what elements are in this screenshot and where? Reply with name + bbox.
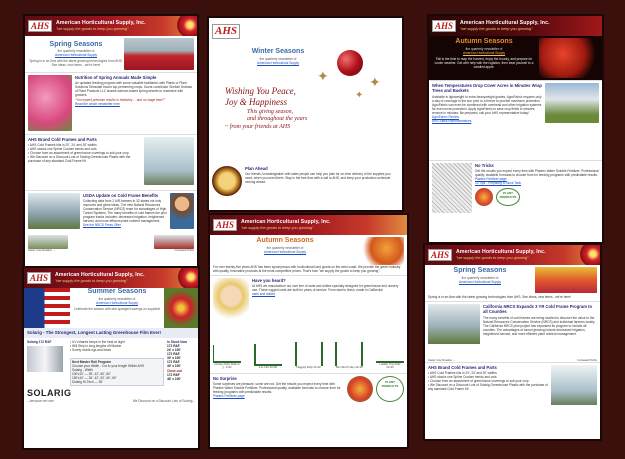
list-item: • AHS stocks one Spline Custom bends and cuts bbox=[428, 375, 548, 379]
greeting-line-3: This giving season, bbox=[247, 108, 294, 115]
greenhouse-interior-image bbox=[28, 193, 80, 229]
banner-title: Summer Seasons bbox=[87, 288, 147, 295]
list-item: 100'x10' — 35', 42', 60', 80' bbox=[72, 371, 111, 376]
newsletter-header bbox=[429, 16, 602, 36]
roll-program-body: Choose your Width - Cut to your length Within AHS bbox=[72, 363, 145, 368]
tunnel-image-2 bbox=[154, 235, 194, 249]
list-item: • We Discount on a Discount Lots of Solarig Greenhouse Plastic with the purchase of any standard Cold Frame Kit bbox=[28, 155, 141, 163]
ahs-logo: AHS bbox=[428, 249, 452, 261]
woman-photo bbox=[170, 193, 194, 229]
tunnel-image bbox=[28, 235, 68, 249]
stock-item: 48' x 100' bbox=[167, 376, 181, 381]
nutrition-body: An updated feeding program with some valuable facilitation with Plants or Plant Solutions Stimulate bloom top-performing crops. Guest contributor Sheilah Grahaw of Plant Products LLC shares science-based spring secrets to maximize with growers. bbox=[75, 81, 192, 98]
list-item: • AHS Cold Frames kits in 20', 24' and 30' widths bbox=[428, 371, 548, 375]
roll-program-title: Next Master Roll Program bbox=[72, 359, 111, 364]
american-flag-image bbox=[24, 288, 70, 328]
flower-pot-image bbox=[347, 376, 373, 402]
heard-body: At AHS we manufacture our own line of carts and dollies specially designed for greenhouse and nursery use. These rugged carts are built for years of service. From start to finish, made in California! bbox=[252, 284, 399, 293]
ahs-logo: AHS bbox=[212, 24, 240, 39]
star-ornament-icon: ✦ bbox=[317, 68, 329, 84]
field-cover-image bbox=[545, 83, 599, 123]
banner-link[interactable]: American Horticultural Supply bbox=[96, 300, 138, 305]
banner-link[interactable]: American Horticultural Supply bbox=[463, 50, 505, 55]
newsletter-header bbox=[210, 215, 407, 235]
banner-link[interactable]: American Horticultural Supply bbox=[264, 249, 306, 254]
usda-link[interactable]: See the NRCS Press Offer bbox=[83, 223, 121, 228]
banner-title: Spring Seasons bbox=[453, 267, 507, 274]
list-item: Solarig Hi-Tech — 36' bbox=[72, 379, 103, 384]
newsletter-autumn-2 bbox=[208, 213, 409, 449]
solarig-label: Solarig 172 R&F bbox=[27, 339, 52, 344]
nutrition-link[interactable]: Read the whole newsletter here bbox=[75, 102, 120, 107]
child-photo bbox=[213, 278, 249, 330]
solarig-logo: SOLARIG bbox=[27, 387, 72, 398]
plant-products-logo: PLANT PRODUCTS bbox=[376, 376, 404, 402]
tagline: "we supply the goods to keep you growing" bbox=[456, 255, 529, 260]
solarig-logo-sub: ...because we care bbox=[27, 398, 54, 403]
nrcs-body: The many benefits of cold frames are being studied to discover the value to the Natural Resources Conservation Service (NRCS) and individual farmers locally. The California NRCS pilot project has expanded its program to include all counties. The advantages of tunnel growing include decreased irrigation, heightened harvest, and more efficient plant nutrient management. bbox=[483, 315, 596, 336]
newsletter-header bbox=[25, 16, 197, 36]
cart-label: Nursery Dolly Rolls at ∑, 4×32 bbox=[214, 362, 240, 369]
star-ornament-icon: ✦ bbox=[369, 74, 381, 90]
ahs-logo: AHS bbox=[27, 272, 51, 284]
cold-frames-list bbox=[428, 371, 548, 391]
section-title-nutrition: Nutrition of Spring Annuals Made Simple bbox=[75, 75, 157, 80]
company-name: American Horticultural Supply, Inc. bbox=[56, 20, 146, 27]
greeting-line-1: Wishing You Peace, bbox=[225, 86, 296, 96]
newsletter-spring-1 bbox=[23, 14, 199, 268]
gauge-image bbox=[212, 166, 242, 196]
cart-image bbox=[213, 345, 241, 363]
cart-image bbox=[376, 349, 404, 363]
plant-sketch-image bbox=[432, 163, 472, 213]
section-title-tricks: No Tricks bbox=[475, 163, 494, 168]
flower-image bbox=[580, 245, 600, 265]
list-item: • We Discount on a Discount Lots of Solarig Greenhouse Plastic with the purchase of any standard Cold Frame Kit bbox=[428, 383, 548, 391]
stock-item: 40' x 100' bbox=[167, 363, 181, 368]
solarig-features bbox=[70, 340, 164, 352]
intro-text: Fall is the time to reap the harvest, enjoy the bounty, and prepare for cooler weather. Get with help with the logistics, then treat yourself to a candied apple. bbox=[434, 56, 534, 69]
banner-title: Autumn Seasons bbox=[455, 38, 513, 45]
tagline: "we supply the goods to keep you growing" bbox=[241, 225, 314, 230]
section-title-cold-frames: AHS Brand Cold Frames and Parts bbox=[428, 365, 497, 371]
banner-title: Spring Seasons bbox=[49, 40, 103, 48]
carts-link[interactable]: carts and dollies bbox=[252, 292, 276, 297]
company-name: American Horticultural Supply, Inc. bbox=[456, 249, 546, 256]
greeting-line-2: Joy & Happiness bbox=[225, 97, 287, 108]
ahs-logo: AHS bbox=[28, 20, 52, 32]
cart-label: Flagging Dolly 21×20 bbox=[296, 365, 321, 369]
cold-frame-image bbox=[144, 137, 194, 185]
plant-products-logo: PLANT PRODUCTS bbox=[496, 188, 520, 206]
ahs-logo: AHS bbox=[432, 20, 456, 32]
company-name: American Horticultural Supply, Inc. bbox=[460, 20, 550, 27]
cart-label: Mini Sled Trolley 24×48 bbox=[335, 365, 363, 369]
flower-bed-image bbox=[535, 267, 597, 293]
star-ornament-icon: ✦ bbox=[355, 90, 364, 101]
section-title-drop: When Temperatures Drop Cover Acres in Minutes Wrap Trees and Baskets bbox=[432, 83, 542, 94]
list-item: • Choose from an assortment of greenhouse coverings to suit your crop bbox=[428, 379, 548, 383]
ahs-logo: AHS bbox=[213, 219, 237, 231]
tips-link[interactable]: 10 Tips - Preparing a Stock Tank bbox=[475, 181, 522, 186]
solarig-headline: Solarig - The Strongest, Longest Lasting Greenhouse Film Ever! bbox=[27, 330, 161, 335]
usda-body: Collecting data from 2 AIR-farmers in 32 states not only improves and gives ideas. The new Natural Resources Conservation Service (NRCS) team for advantages of High Tunnel Systems. The many benefits of cold frames the pilot program tracks includes: decreased irrigation, heightened harvest, and more efficient plant nutrient management. bbox=[83, 199, 167, 224]
agrofabric-link[interactable]: AgroFabric Review bbox=[432, 114, 459, 119]
list-item: • AHS Cold Frames kits in 20', 24' and 30' widths bbox=[28, 143, 141, 147]
cart-image bbox=[335, 342, 363, 366]
stock-item: 172 R&F bbox=[167, 372, 180, 377]
ornament-image bbox=[337, 50, 363, 76]
caption-right: Increased Profits bbox=[174, 249, 194, 252]
intro-text: Celebrate the season with star spangled savings on supplies! bbox=[73, 306, 161, 311]
no-surprise-body: Some surprises are pleasant, some are not. Get the results you expect every time with Plantex Water Soluble Fertilizer. Professional quality, available formulas to choose from for feeding programs with predictable results. bbox=[213, 382, 341, 395]
banner-subtitle: the quarterly newsletter of bbox=[461, 275, 499, 280]
banner-subtitle: the quarterly newsletter of bbox=[465, 46, 503, 51]
list-item: • UV infrared keeps in the heat at night bbox=[70, 340, 164, 344]
greenhouse-image bbox=[428, 304, 480, 344]
newsletter-spring-2 bbox=[423, 243, 602, 441]
maple-leaves-image bbox=[539, 38, 599, 78]
stock-item: 172 R&F bbox=[167, 359, 180, 364]
newsletter-header bbox=[425, 245, 600, 265]
banner-subtitle: the quarterly newsletter of bbox=[57, 49, 95, 54]
autumn-leaves-image bbox=[360, 237, 404, 265]
intro-text: Spring is in se-flow with the latest growing technologies from AHS. See ideas, new items - we're here! bbox=[428, 295, 572, 299]
nutrition-quote: "You expect premium results in relatively ... and no stage then?" bbox=[75, 98, 166, 103]
newsletter-winter bbox=[207, 16, 404, 212]
tagline: "we supply the goods to keep you growing" bbox=[56, 26, 129, 31]
plantex-link[interactable]: Plantex Fertilizer page bbox=[213, 394, 245, 399]
stock-item: 24' x 100' bbox=[167, 347, 181, 352]
flower-image bbox=[178, 268, 198, 288]
section-title-cold-frames: AHS Brand Cold Frames and Parts bbox=[28, 137, 97, 142]
newsletter-header bbox=[24, 268, 198, 288]
cold-frame-image bbox=[551, 365, 597, 405]
tagline: "we supply the goods to keep you growing" bbox=[55, 278, 128, 283]
section-title-usda: USDA Update on Cold Frame Benefits bbox=[83, 193, 159, 198]
company-name: American Horticultural Supply, Inc. bbox=[55, 272, 145, 279]
banner-link[interactable]: American Horticultural Supply bbox=[55, 53, 97, 58]
red-flower-image bbox=[164, 288, 198, 328]
list-item: • AHS stocks one Spline Custom bends and cuts bbox=[28, 147, 141, 151]
discount-note: We Discount on a Discount Lots of Solarig... bbox=[132, 398, 195, 403]
banner-subtitle: the quarterly newsletter of bbox=[259, 56, 297, 61]
banner-link[interactable]: American Horticultural Supply bbox=[459, 279, 501, 284]
caption-right: Increased Profits bbox=[577, 359, 597, 362]
flower-image bbox=[177, 16, 197, 36]
closeout-label: Close-out bbox=[167, 368, 182, 373]
list-item: • Will Strip in long-lengths off Marine bbox=[70, 344, 164, 348]
banner-title: Autumn Seasons bbox=[256, 237, 314, 244]
newsletter-header bbox=[209, 18, 402, 44]
banner-link[interactable]: American Horticultural Supply bbox=[257, 60, 299, 65]
stock-item: 172 R&F bbox=[167, 351, 180, 356]
list-item: Solarig - Width bbox=[72, 367, 93, 372]
cart-image bbox=[295, 342, 323, 366]
section-title-plan: Plan Ahead bbox=[245, 166, 268, 171]
cold-frames-list bbox=[28, 143, 141, 163]
newsletter-summer bbox=[22, 266, 200, 450]
cart-label: Laddier Tray Dolly 21×20 bbox=[379, 362, 401, 369]
section-title-heard: Have you heard? bbox=[252, 278, 286, 283]
tricks-body: Get the results you expect every time with Plantex Water Soluble Fertilizer. Professional quality, available formulas to choose from for feeding programs with predictable results. bbox=[475, 169, 599, 178]
cart-image bbox=[254, 344, 282, 366]
intro-text: For over twenty-five years AHS has been synonymous with horticultural hard goods on the west coast. We provide the green industry with quality, innovative products at the most competitive prices. That's how "we supply the goods to keep you growing". bbox=[213, 265, 401, 273]
section-title-nrcs: California NRCS Expands 3 YR Cold Frame Program to all Counties bbox=[483, 304, 593, 315]
plan-body: Our friends, knowledgeable with sales people can help you plan for on-time delivery of the supplies you need, when you need them. Stay in the free flow with a call to AHS, and keep your production schedule moving ahead. bbox=[245, 172, 391, 185]
flower-pot-image bbox=[475, 188, 493, 206]
list-item: • Choose from an assortment of greenhouse coverings to suit your crop bbox=[28, 151, 141, 155]
film-roll-image bbox=[27, 346, 63, 372]
newsletter-autumn-1 bbox=[427, 14, 604, 244]
section-title-no-surprise: No Surprise bbox=[213, 376, 237, 381]
caption-left: Faster Crop Rotation → bbox=[28, 249, 56, 252]
tagline: "we supply the goods to keep you growing" bbox=[460, 26, 533, 31]
banner-subtitle: the quarterly newsletter of bbox=[98, 296, 136, 301]
stock-item: 172 R&F bbox=[167, 343, 180, 348]
stock-title: In Stock Now bbox=[167, 339, 188, 344]
cart-label: 2-In-Cart 24×48 bbox=[258, 365, 277, 369]
caption-left: Faster Crop Rotation → bbox=[428, 359, 456, 362]
stock-item: 30' x 100' bbox=[167, 355, 181, 360]
greeting-line-5: ~ from your friends at AHS bbox=[225, 123, 291, 130]
pink-flowers-image bbox=[28, 75, 72, 131]
list-item: • Surely molds rigs and dews bbox=[70, 348, 164, 352]
greeting-line-4: and throughout the years bbox=[247, 116, 308, 122]
greenhouse-flowers-image bbox=[124, 38, 194, 70]
intro-text: Spring is in se-flow with the latest growing technologies from AHS. See ideas, new items - we're here! bbox=[29, 59, 123, 68]
list-item: 150'x10' — 36', 42', 52', 60', 80' bbox=[72, 375, 117, 380]
banner-subtitle: the quarterly newsletter of bbox=[266, 245, 304, 250]
company-name: American Horticultural Supply, Inc. bbox=[241, 219, 331, 226]
sales-reps-link[interactable]: AHS Sales Representatives bbox=[432, 118, 472, 123]
drop-body: Available in lightweight to extra-heavyweight grades, AgroFabric requires only a day of coverage in the sun prior to a freeze to provide maximum protection. AgroFabric can even be combined with overhead and other irrigation systems for even more protection. Apply AgroFabric to save crop fields in minutes, remove in minutes. Be prepared, call your AHS representative today! bbox=[432, 94, 542, 115]
banner-title: Winter Seasons bbox=[251, 48, 305, 55]
plantex-link[interactable]: Plantex Fertilizer page bbox=[475, 177, 507, 182]
